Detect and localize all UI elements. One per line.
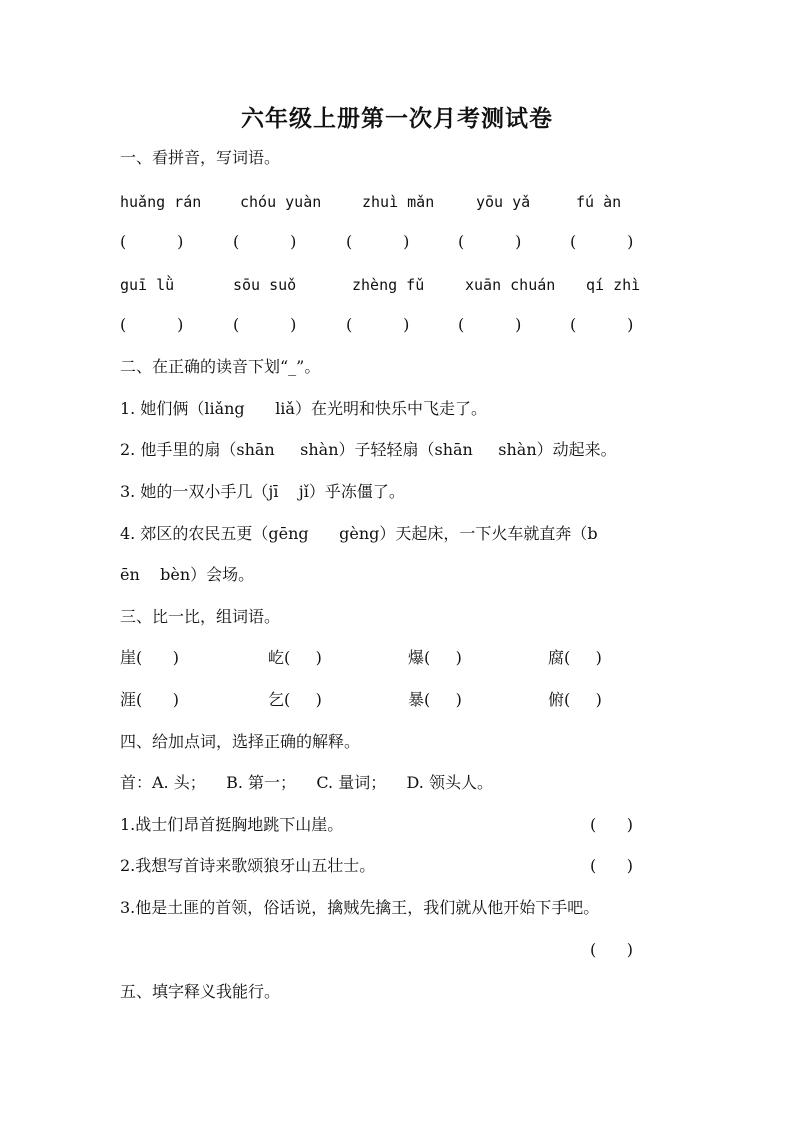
- answer-blank[interactable]: ( ): [570, 315, 634, 334]
- pinyin: fú àn: [576, 193, 622, 211]
- pinyin: sōu suǒ: [233, 276, 297, 294]
- word-pair-item[interactable]: 爆( ): [408, 648, 462, 667]
- section2-heading: 二、在正确的读音下划“_”。: [120, 357, 321, 376]
- section4-heading: 四、给加点词，选择正确的解释。: [120, 732, 361, 751]
- word-pair-item[interactable]: 乞( ): [268, 690, 322, 709]
- answer-blank[interactable]: ( ): [590, 815, 633, 834]
- pinyin: zhèng fǔ: [352, 276, 425, 294]
- pinyin: yōu yǎ: [476, 193, 531, 211]
- question-item: 3.他是土匪的首领，俗话说，擒贼先擒王，我们就从他开始下手吧。: [120, 898, 600, 917]
- section1-heading: 一、看拼音，写词语。: [120, 148, 281, 167]
- pinyin: xuān chuán: [465, 276, 556, 294]
- answer-blank[interactable]: ( ): [346, 315, 410, 334]
- answer-blank[interactable]: ( ): [233, 315, 297, 334]
- answer-blank[interactable]: ( ): [458, 232, 522, 251]
- question-item-continued: ēn bèn）会场。: [120, 565, 255, 584]
- pinyin: qí zhì: [586, 276, 641, 294]
- pinyin: guī lǜ: [120, 276, 175, 294]
- word-pair-item[interactable]: 暴( ): [408, 690, 462, 709]
- answer-blank[interactable]: ( ): [120, 315, 184, 334]
- answer-blank[interactable]: ( ): [233, 232, 297, 251]
- question-item: 1. 她们俩（liǎng liǎ）在光明和快乐中飞走了。: [120, 399, 487, 418]
- pinyin: zhuì mǎn: [362, 193, 435, 211]
- section3-heading: 三、比一比，组词语。: [120, 607, 281, 626]
- question-item: 4. 郊区的农民五更（gēng gèng）天起床，一下火车就直奔（b: [120, 524, 598, 543]
- word-pair-item[interactable]: 腐( ): [548, 648, 602, 667]
- word-pair-item[interactable]: 涯( ): [120, 690, 180, 709]
- answer-blank[interactable]: ( ): [590, 940, 633, 959]
- answer-blank[interactable]: ( ): [590, 856, 633, 875]
- question-item: 1.战士们昂首挺胸地跳下山崖。: [120, 815, 344, 834]
- section5-heading: 五、填字释义我能行。: [120, 982, 281, 1001]
- answer-blank[interactable]: ( ): [120, 232, 184, 251]
- question-item: 3. 她的一双小手几（jī jǐ）乎冻僵了。: [120, 482, 405, 501]
- question-item: 2. 他手里的扇（shān shàn）子轻轻扇（shān shàn）动起来。: [120, 440, 617, 459]
- definition-options: 首：A. 头； B. 第一； C. 量词； D. 领头人。: [120, 773, 493, 792]
- page-title: 六年级上册第一次月考测试卷: [241, 105, 553, 132]
- pinyin: chóu yuàn: [240, 193, 322, 211]
- word-pair-item[interactable]: 屹( ): [268, 648, 322, 667]
- word-pair-item[interactable]: 崖( ): [120, 648, 180, 667]
- pinyin: huǎng rán: [120, 193, 202, 211]
- answer-blank[interactable]: ( ): [570, 232, 634, 251]
- question-item: 2.我想写首诗来歌颂狼牙山五壮士。: [120, 856, 376, 875]
- word-pair-item[interactable]: 俯( ): [548, 690, 602, 709]
- answer-blank[interactable]: ( ): [458, 315, 522, 334]
- answer-blank[interactable]: ( ): [346, 232, 410, 251]
